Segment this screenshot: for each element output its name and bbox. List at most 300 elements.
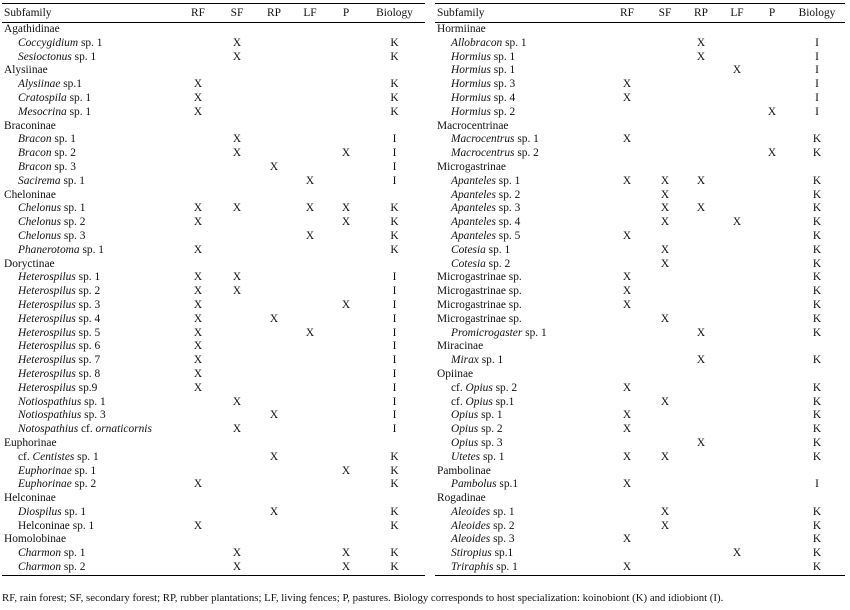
biology-cell: K: [812, 147, 822, 160]
occurrence-lf-cell: [292, 313, 328, 327]
occurrence-lf-cell: [719, 506, 755, 520]
biology-cell: K: [390, 450, 399, 463]
col-sf-header: SF: [230, 7, 244, 19]
occurrence-rp-cell: [683, 120, 719, 134]
biology-cell: K: [812, 202, 822, 215]
species-name: [2, 78, 178, 92]
occurrence-rf-cell: [178, 64, 218, 78]
occurrence-rp-cell: [256, 230, 292, 244]
occurrence-rp-cell: X: [269, 450, 279, 463]
species-name: [435, 478, 607, 492]
species-row: [435, 133, 845, 147]
occurrence-lf-cell: [292, 382, 328, 396]
occurrence-rf-cell: X: [193, 202, 203, 215]
occurrence-rp-cell: [683, 492, 719, 506]
biology-cell: I: [392, 147, 397, 160]
species-row: [435, 382, 845, 396]
taxon-text: sp. 2: [490, 519, 515, 532]
species-name: [2, 216, 178, 230]
subfamily-name: Microgastrinae sp.: [437, 271, 522, 284]
biology-cell: I: [815, 36, 819, 49]
taxon-italic: Opius: [465, 395, 493, 408]
occurrence-sf-cell: X: [232, 202, 242, 215]
biology-cell: [789, 23, 845, 37]
biology-cell: K: [812, 285, 822, 298]
occurrence-rp-cell: [256, 189, 292, 203]
taxon-italic: Opius: [451, 409, 479, 422]
occurrence-sf-cell: [218, 120, 256, 134]
occurrence-rf-cell: [178, 451, 218, 465]
species-name: [435, 520, 607, 534]
occurrence-sf-cell: [218, 299, 256, 313]
occurrence-lf-cell: X: [732, 64, 742, 77]
subfamily-row: [435, 313, 845, 327]
biology-cell: K: [390, 78, 399, 91]
occurrence-rf-cell: X: [622, 478, 632, 491]
biology-cell: K: [812, 312, 822, 325]
taxon-text: sp. 3: [478, 436, 503, 449]
species-row: [2, 202, 425, 216]
col-biology-header: Biology: [798, 7, 836, 19]
species-name: [435, 561, 607, 575]
species-row: [2, 175, 425, 189]
species-row: [435, 451, 845, 465]
occurrence-p-cell: [755, 354, 789, 368]
taxon-text: sp. 2: [478, 423, 503, 436]
taxon-text: sp. 2: [514, 147, 539, 160]
biology-cell: K: [390, 505, 399, 518]
taxon-text: sp. 1: [478, 409, 503, 422]
occurrence-sf-cell: [218, 258, 256, 272]
biology-cell: K: [390, 202, 399, 215]
occurrence-lf-cell: [719, 175, 755, 189]
occurrence-sf-cell: X: [660, 505, 670, 518]
occurrence-rp-cell: [256, 216, 292, 230]
occurrence-p-cell: [328, 189, 364, 203]
occurrence-sf-cell: X: [660, 519, 670, 532]
biology-cell: K: [390, 105, 399, 118]
species-row: [435, 175, 845, 189]
occurrence-lf-cell: [292, 216, 328, 230]
occurrence-lf-cell: [292, 258, 328, 272]
occurrence-p-cell: [328, 520, 364, 534]
occurrence-rp-cell: [256, 465, 292, 479]
occurrence-p-cell: [328, 161, 364, 175]
occurrence-p-cell: [755, 78, 789, 92]
biology-cell: I: [815, 105, 819, 118]
species-name: [435, 382, 607, 396]
occurrence-sf-cell: X: [660, 450, 670, 463]
taxon-italic: Cotesia: [451, 243, 486, 256]
species-name: [435, 106, 607, 120]
biology-cell: I: [392, 423, 397, 436]
occurrence-p-cell: [328, 64, 364, 78]
biology-cell: I: [392, 285, 397, 298]
occurrence-p-cell: [755, 368, 789, 382]
occurrence-rf-cell: [178, 533, 218, 547]
occurrence-sf-cell: [647, 382, 683, 396]
species-name: [435, 533, 607, 547]
biology-cell: K: [390, 243, 399, 256]
species-name: [435, 244, 607, 258]
occurrence-lf-cell: [719, 230, 755, 244]
occurrence-rf-cell: X: [193, 478, 203, 491]
taxon-text: sp. 3: [51, 160, 76, 173]
occurrence-p-cell: [328, 133, 364, 147]
occurrence-sf-cell: [647, 51, 683, 65]
occurrence-lf-cell: [292, 271, 328, 285]
occurrence-sf-cell: [647, 106, 683, 120]
subfamily-row: [435, 492, 845, 506]
occurrence-rf-cell: [607, 396, 647, 410]
occurrence-rf-cell: X: [193, 216, 203, 229]
occurrence-p-cell: [328, 492, 364, 506]
occurrence-rp-cell: [256, 340, 292, 354]
species-row: [435, 561, 845, 575]
col-rf-header: RF: [620, 7, 634, 19]
species-row: [435, 327, 845, 341]
biology-cell: [364, 189, 425, 203]
species-table-left: [2, 4, 425, 22]
occurrence-rf-cell: X: [622, 133, 632, 146]
occurrence-sf-cell: [218, 78, 256, 92]
species-row: [2, 285, 425, 299]
col-rp-header: RP: [267, 7, 281, 19]
occurrence-rf-cell: X: [622, 423, 632, 436]
occurrence-rf-cell: [178, 258, 218, 272]
biology-cell: K: [812, 133, 822, 146]
occurrence-p-cell: X: [341, 202, 351, 215]
occurrence-rp-cell: [256, 133, 292, 147]
occurrence-rp-cell: [256, 92, 292, 106]
taxon-italic: Aleoides: [451, 519, 491, 532]
occurrence-lf-cell: [292, 147, 328, 161]
occurrence-rp-cell: [683, 465, 719, 479]
occurrence-lf-cell: [719, 202, 755, 216]
occurrence-rp-cell: X: [696, 354, 706, 367]
occurrence-sf-cell: [218, 437, 256, 451]
subfamily-name: Macrocentrinae: [437, 119, 509, 132]
taxon-italic: Charmon: [18, 561, 62, 574]
biology-cell: K: [390, 519, 399, 532]
occurrence-p-cell: [328, 120, 364, 134]
occurrence-rf-cell: X: [193, 298, 203, 311]
taxon-text: sp. 1: [490, 50, 516, 63]
species-name: [2, 465, 178, 479]
taxon-italic: Sesioctonus: [18, 50, 72, 63]
occurrence-rp-cell: [256, 244, 292, 258]
occurrence-rf-cell: [178, 189, 218, 203]
subfamily-name: Microgastrinae sp.: [437, 285, 522, 298]
species-row: [435, 78, 845, 92]
occurrence-rp-cell: [256, 382, 292, 396]
subfamily-name: Cheloninae: [4, 188, 56, 201]
biology-cell: I: [392, 340, 397, 353]
occurrence-rf-cell: [607, 64, 647, 78]
occurrence-rp-cell: [256, 520, 292, 534]
occurrence-sf-cell: [218, 313, 256, 327]
occurrence-rf-cell: [178, 23, 218, 37]
occurrence-rp-cell: [683, 216, 719, 230]
species-name: [435, 423, 607, 437]
species-name: [435, 230, 607, 244]
species-name: [435, 396, 607, 410]
occurrence-lf-cell: [292, 161, 328, 175]
biology-cell: K: [812, 188, 822, 201]
occurrence-p-cell: X: [341, 464, 351, 477]
occurrence-lf-cell: [292, 78, 328, 92]
occurrence-p-cell: [755, 92, 789, 106]
occurrence-sf-cell: X: [232, 395, 242, 408]
occurrence-sf-cell: [647, 437, 683, 451]
taxon-italic: Hormius: [451, 105, 491, 118]
taxon-text: sp. 2: [490, 105, 516, 118]
occurrence-p-cell: [755, 465, 789, 479]
occurrence-sf-cell: X: [232, 547, 242, 560]
occurrence-rp-cell: [683, 340, 719, 354]
occurrence-lf-cell: [292, 520, 328, 534]
occurrence-lf-cell: [719, 492, 755, 506]
subfamily-name: Miracinae: [437, 340, 484, 353]
occurrence-lf-cell: [292, 64, 328, 78]
occurrence-rp-cell: [256, 327, 292, 341]
subfamily-row: [435, 299, 845, 313]
species-name: [2, 202, 178, 216]
occurrence-sf-cell: [647, 23, 683, 37]
occurrence-p-cell: [328, 230, 364, 244]
occurrence-p-cell: [328, 451, 364, 465]
taxon-text: sp. 1: [71, 50, 97, 63]
occurrence-rf-cell: [178, 133, 218, 147]
taxon-italic: Heterospilus: [18, 354, 76, 367]
taxon-text: sp. 1: [493, 561, 518, 574]
taxon-text: sp. 1: [61, 547, 86, 560]
species-name: [2, 37, 178, 51]
occurrence-lf-cell: [292, 285, 328, 299]
taxon-text: sp.1: [492, 395, 515, 408]
biology-cell: K: [390, 547, 399, 560]
occurrence-p-cell: [328, 175, 364, 189]
subfamily-name: Agathidinae: [4, 23, 60, 35]
occurrence-sf-cell: X: [660, 174, 670, 187]
occurrence-sf-cell: [218, 106, 256, 120]
species-row: [435, 64, 845, 78]
occurrence-rp-cell: [683, 299, 719, 313]
occurrence-rp-cell: X: [696, 50, 706, 63]
species-table-right: [435, 4, 845, 22]
taxon-text: sp. 2: [485, 257, 511, 270]
occurrence-rf-cell: X: [193, 105, 203, 118]
occurrence-rf-cell: X: [622, 229, 632, 242]
occurrence-p-cell: [755, 437, 789, 451]
occurrence-rp-cell: [683, 533, 719, 547]
occurrence-rf-cell: [607, 147, 647, 161]
biology-cell: K: [812, 354, 822, 367]
biology-cell: K: [812, 381, 822, 394]
occurrence-p-cell: [755, 64, 789, 78]
biology-cell: K: [390, 91, 399, 104]
biology-cell: K: [812, 298, 822, 311]
occurrence-lf-cell: [719, 133, 755, 147]
species-name: [435, 409, 607, 423]
taxon-text: sp. 3: [490, 533, 515, 546]
species-name: [435, 92, 607, 106]
occurrence-sf-cell: [218, 216, 256, 230]
occurrence-rf-cell: [607, 354, 647, 368]
occurrence-lf-cell: [292, 451, 328, 465]
taxon-italic: ornaticornis: [95, 423, 152, 436]
taxon-italic: Heterospilus: [18, 271, 76, 284]
biology-cell: K: [390, 216, 399, 229]
species-name: [2, 175, 178, 189]
occurrence-lf-cell: [292, 106, 328, 120]
occurrence-sf-cell: [218, 533, 256, 547]
occurrence-rp-cell: [683, 147, 719, 161]
taxon-text: sp. 3: [75, 298, 101, 311]
biology-cell: K: [812, 174, 822, 187]
subfamily-name: Opiinae: [437, 367, 474, 380]
taxon-text: sp.1: [491, 547, 514, 560]
occurrence-rf-cell: [607, 327, 647, 341]
occurrence-rp-cell: [683, 271, 719, 285]
species-name: [2, 423, 178, 437]
occurrence-rp-cell: [683, 451, 719, 465]
occurrence-rf-cell: [607, 340, 647, 354]
taxon-text: sp. 1: [478, 354, 504, 367]
occurrence-rf-cell: [607, 368, 647, 382]
subfamily-row: [2, 120, 425, 134]
occurrence-rf-cell: X: [193, 326, 203, 339]
species-row: [435, 37, 845, 51]
occurrence-p-cell: [755, 271, 789, 285]
occurrence-lf-cell: [719, 423, 755, 437]
taxon-italic: Sacirema: [18, 174, 61, 187]
biology-cell: K: [812, 505, 822, 518]
occurrence-lf-cell: [292, 423, 328, 437]
biology-cell: I: [392, 367, 397, 380]
biology-cell: I: [815, 91, 819, 104]
occurrence-rf-cell: [607, 520, 647, 534]
biology-cell: K: [812, 216, 822, 229]
subfamily-name: Microgastrinae sp.: [437, 312, 522, 325]
occurrence-rf-cell: X: [193, 381, 203, 394]
col-p-header: P: [768, 7, 776, 19]
biology-cell: K: [812, 243, 822, 256]
species-row: [2, 520, 425, 534]
occurrence-rp-cell: [256, 299, 292, 313]
occurrence-rf-cell: X: [193, 78, 203, 91]
occurrence-p-cell: [755, 161, 789, 175]
biology-cell: [364, 23, 425, 37]
header-row: [435, 4, 845, 22]
occurrence-rf-cell: [178, 437, 218, 451]
taxon-italic: Opius: [465, 381, 493, 394]
species-row: [2, 161, 425, 175]
occurrence-rp-cell: [256, 64, 292, 78]
occurrence-p-cell: [328, 78, 364, 92]
taxon-italic: Heterospilus: [18, 367, 76, 380]
species-row: [2, 216, 425, 230]
subfamily-name: Rogadinae: [437, 492, 486, 505]
species-name: [435, 202, 607, 216]
occurrence-lf-cell: [719, 92, 755, 106]
species-name: [2, 327, 178, 341]
biology-cell: K: [812, 450, 822, 463]
species-row: [2, 147, 425, 161]
taxon-text: sp. 2: [61, 561, 86, 574]
occurrence-p-cell: X: [767, 105, 777, 118]
species-name: [435, 354, 607, 368]
species-row: [435, 92, 845, 106]
occurrence-rp-cell: [256, 175, 292, 189]
biology-cell: I: [815, 64, 819, 77]
taxon-text: sp. 1: [485, 243, 511, 256]
taxon-italic: Bracon: [18, 133, 52, 146]
species-name: [2, 285, 178, 299]
species-name: [435, 78, 607, 92]
taxon-italic: Bracon: [18, 160, 52, 173]
occurrence-sf-cell: X: [660, 216, 670, 229]
occurrence-rf-cell: [607, 313, 647, 327]
taxon-text: sp. 5: [75, 326, 101, 339]
taxon-text: sp. 1: [71, 464, 97, 477]
occurrence-sf-cell: [647, 230, 683, 244]
taxon-text: sp.1: [60, 78, 82, 91]
taxon-text: sp. 1: [490, 505, 515, 518]
species-row: [435, 437, 845, 451]
occurrence-rp-cell: [256, 271, 292, 285]
species-table-right-body: [435, 23, 845, 575]
occurrence-rf-cell: [178, 161, 218, 175]
biology-cell: K: [812, 271, 822, 284]
occurrence-rf-cell: [607, 258, 647, 272]
occurrence-rf-cell: X: [622, 271, 632, 284]
taxon-italic: Euphorinae: [18, 464, 72, 477]
occurrence-rp-cell: [683, 64, 719, 78]
occurrence-lf-cell: [292, 120, 328, 134]
header-row: [2, 4, 425, 22]
taxon-italic: Hormius: [451, 91, 491, 104]
occurrence-rf-cell: X: [622, 409, 632, 422]
taxon-text: sp. 1: [480, 450, 505, 463]
occurrence-p-cell: [755, 327, 789, 341]
occurrence-p-cell: [755, 285, 789, 299]
subfamily-row: [435, 368, 845, 382]
taxon-italic: Bracon: [18, 147, 52, 160]
species-name: [2, 520, 178, 534]
biology-cell: I: [392, 409, 397, 422]
col-rp-header: RP: [694, 7, 708, 19]
taxon-italic: Hormius: [451, 64, 491, 77]
biology-cell: K: [812, 423, 822, 436]
occurrence-p-cell: [328, 106, 364, 120]
occurrence-sf-cell: X: [232, 423, 242, 436]
occurrence-lf-cell: X: [305, 326, 315, 339]
species-row: [435, 202, 845, 216]
occurrence-lf-cell: [719, 561, 755, 575]
biology-cell: K: [812, 395, 822, 408]
taxon-italic: Heterospilus: [18, 326, 76, 339]
occurrence-rf-cell: [607, 216, 647, 230]
col-rf-header: RF: [191, 7, 205, 19]
occurrence-lf-cell: [292, 437, 328, 451]
biology-cell: I: [392, 312, 397, 325]
occurrence-rf-cell: X: [622, 561, 632, 574]
occurrence-rp-cell: X: [696, 36, 706, 49]
occurrence-p-cell: [328, 396, 364, 410]
biology-cell: K: [812, 533, 822, 546]
occurrence-rf-cell: X: [622, 285, 632, 298]
